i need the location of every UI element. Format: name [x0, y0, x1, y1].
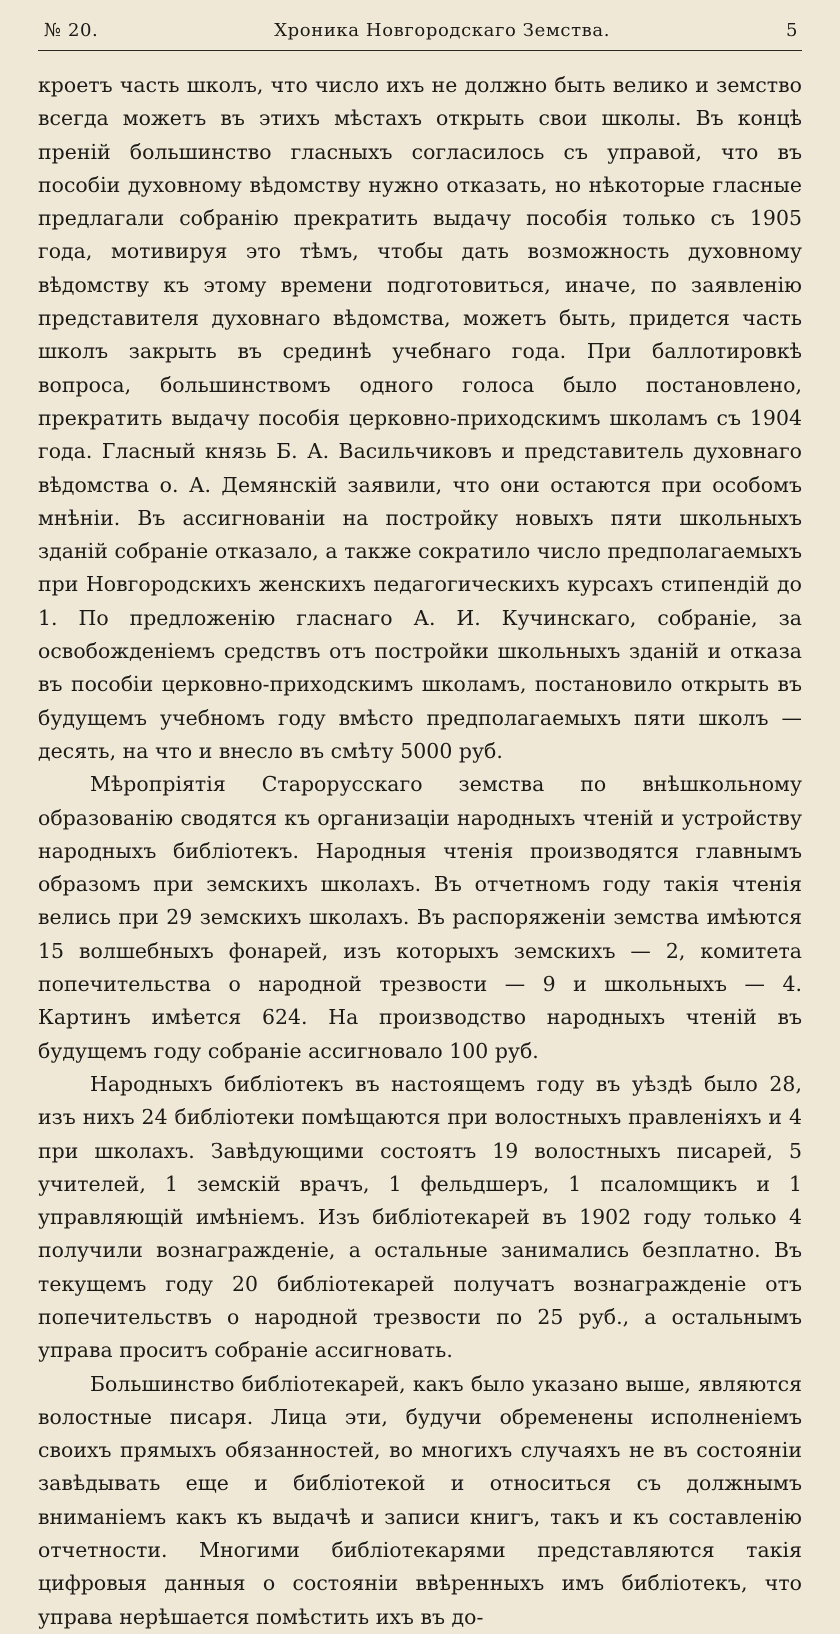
- issue-number: № 20.: [44, 20, 99, 41]
- paragraph: Мѣропріятія Старорусскаго земства по внѣшкольному образованію сводятся къ организаціи народныхъ чтеній и устройству народныхъ библіотекъ. Народныя чтенія производятся главнымъ образомъ при земскихъ школахъ. Въ отчетномъ году такія чтенія велись при 29 земскихъ школахъ. Въ распоряженіи земства имѣются 15 волшебныхъ фонарей, изъ которыхъ земскихъ — 2, комитета попечительства о народной трезвости — 9 и школьныхъ — 4. Картинъ имѣется 624. На производство народныхъ чтеній въ будущемъ году собраніе ассигновало 100 руб.: [38, 772, 802, 1063]
- header-rule: [38, 50, 802, 51]
- body-text: [38, 69, 802, 1634]
- running-header: [38, 20, 802, 48]
- page-number: 5: [785, 20, 798, 41]
- paragraph: кроетъ часть школъ, что число ихъ не должно быть велико и земство всегда можетъ въ этихъ мѣстахъ открыть свои школы. Въ концѣ преній большинство гласныхъ согласилось съ управой, что въ пособіи духовному вѣдомству нужно отказать, но нѣкоторые гласные предлагали собранію прекратить выдачу пособія только съ 1905 года, мотивируя это тѣмъ, чтобы дать возможность духовному вѣдомству къ этому времени подготовиться, иначе, по заявленію представителя духовнаго вѣдомства, можетъ быть, придется часть школъ закрыть въ срединѣ учебнаго года. При баллотировкѣ вопроса, большинствомъ одного голоса было постановлено, прекратить выдачу пособія церковно-приходскимъ школамъ съ 1904 года. Гласный князь Б. А. Васильчиковъ и представитель духовнаго вѣдомства о. А. Демянскій заявили, что они остаются при особомъ мнѣніи. Въ ассигнованіи на постройку новыхъ пяти школьныхъ зданій собраніе отказало, а также сократило число предполагаемыхъ при Новгородскихъ женскихъ педагогическихъ курсахъ стипендій до 1. По предложенію гласнаго А. И. Кучинскаго, собраніе, за освобожденіемъ средствъ отъ постройки школьныхъ зданій и отказа въ пособіи церковно-приходскимъ школамъ, постановило открыть въ будущемъ учебномъ году вмѣсто предполагаемыхъ пяти школъ — десять, на что и внесло въ смѣту 5000 руб.: [38, 73, 802, 763]
- paragraph: Большинство библіотекарей, какъ было указано выше, являются волостные писаря. Лица эти, будучи обременены исполненіемъ своихъ прямыхъ обязанностей, во многихъ случаяхъ не въ состояніи завѣдывать еще и библіотекой и относиться съ должнымъ вниманіемъ какъ къ выдачѣ и записи книгъ, такъ и къ составленію отчетности. Многими библіотекарями представляются такія цифровыя данныя о состояніи ввѣренныхъ имъ библіотекъ, что управа нерѣшается помѣстить ихъ въ до-: [38, 1371, 802, 1629]
- paragraph: Народныхъ библіотекъ въ настоящемъ году въ уѣздѣ было 28, изъ нихъ 24 библіотеки помѣщаются при волостныхъ правленіяхъ и 4 при школахъ. Завѣдующими состоятъ 19 волостныхъ писарей, 5 учителей, 1 земскій врачъ, 1 фельдшеръ, 1 псаломщикъ и 1 управляющій имѣніемъ. Изъ библіотекарей въ 1902 году только 4 получили вознагражденіе, а остальные занимались безплатно. Въ текущемъ году 20 библіотекарей получатъ вознагражденіе отъ попечительствъ о народной трезвости по 25 руб., а остальнымъ управа проситъ собраніе ассигновать.: [38, 1071, 802, 1363]
- journal-title: Хроника Новгородскаго Земства.: [274, 20, 611, 41]
